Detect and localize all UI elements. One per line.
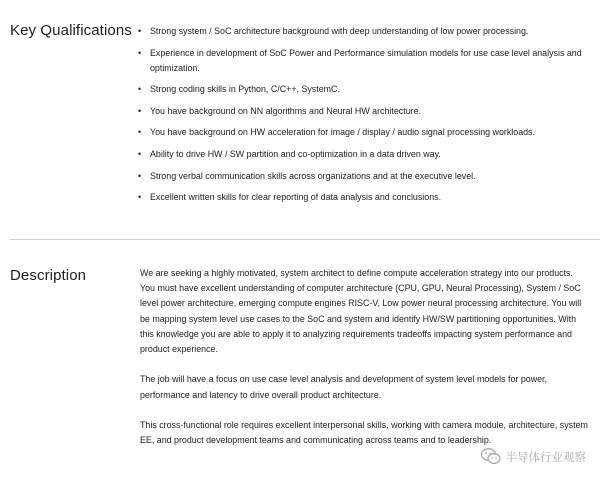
list-item: • You have background on NN algorithms and Neural HW architecture. [138, 104, 588, 119]
bullet: • [138, 84, 142, 95]
description-paragraph: This cross-functional role requires excellent interpersonal skills, working with camera module, architecture, system EE, and product development teams and communicating across teams and to leadership. [140, 420, 588, 446]
description-paragraph: We are seeking a highly motivated, system architect to define compute acceleration strategy into our products. You must have excellent understanding of computer architecture (CPU, GPU, Neural Processing), System / SoC level power architecture, emerging compute engines RISC-V, Low power neural processing architecture. You will be mapping system level use cases to the SoC and system and identify HW/SW partitioning opportunities. With this knowledge you are able to apply it to analyzing requirements tradeoffs impacting system performance and product experience. [140, 268, 582, 355]
bullet: • [138, 192, 142, 203]
bullet: • [138, 47, 142, 58]
list-item: • Strong system / SoC architecture background with deep understanding of low power processing. [138, 24, 588, 39]
key-qualifications-heading: Key Qualifications [10, 22, 132, 39]
bullet: • [138, 170, 142, 181]
watermark [481, 448, 587, 465]
bullet: • [138, 105, 142, 116]
list-item: • Strong verbal communication skills across organizations and at the executive level. [138, 169, 588, 184]
watermark-text: 半导体行业观察 [505, 449, 586, 464]
list-item: • You have background on HW acceleration for image / display / audio signal processing workloads. [138, 125, 588, 140]
bullet: • [138, 127, 142, 138]
qualifications-list [138, 24, 588, 212]
section-divider [10, 239, 600, 240]
list-item: • Excellent written skills for clear reporting of data analysis and conclusions. [138, 190, 588, 205]
wechat-icon [481, 448, 501, 465]
description-paragraph: The job will have a focus on use case level analysis and development of system level models for power, performance and latency to drive overall product architecture. [140, 374, 547, 400]
bullet: • [138, 26, 142, 36]
list-item: • Strong coding skills in Python, C/C++, SystemC. [138, 82, 588, 97]
bullet: • [138, 148, 142, 159]
list-item: • Ability to drive HW / SW partition and co-optimization in a data driven way. [138, 147, 588, 162]
description-heading: Description [10, 267, 87, 284]
list-item: • Experience in development of SoC Power and Performance simulation models for use case level analysis and optimization. [138, 47, 582, 73]
description-body [140, 266, 590, 464]
